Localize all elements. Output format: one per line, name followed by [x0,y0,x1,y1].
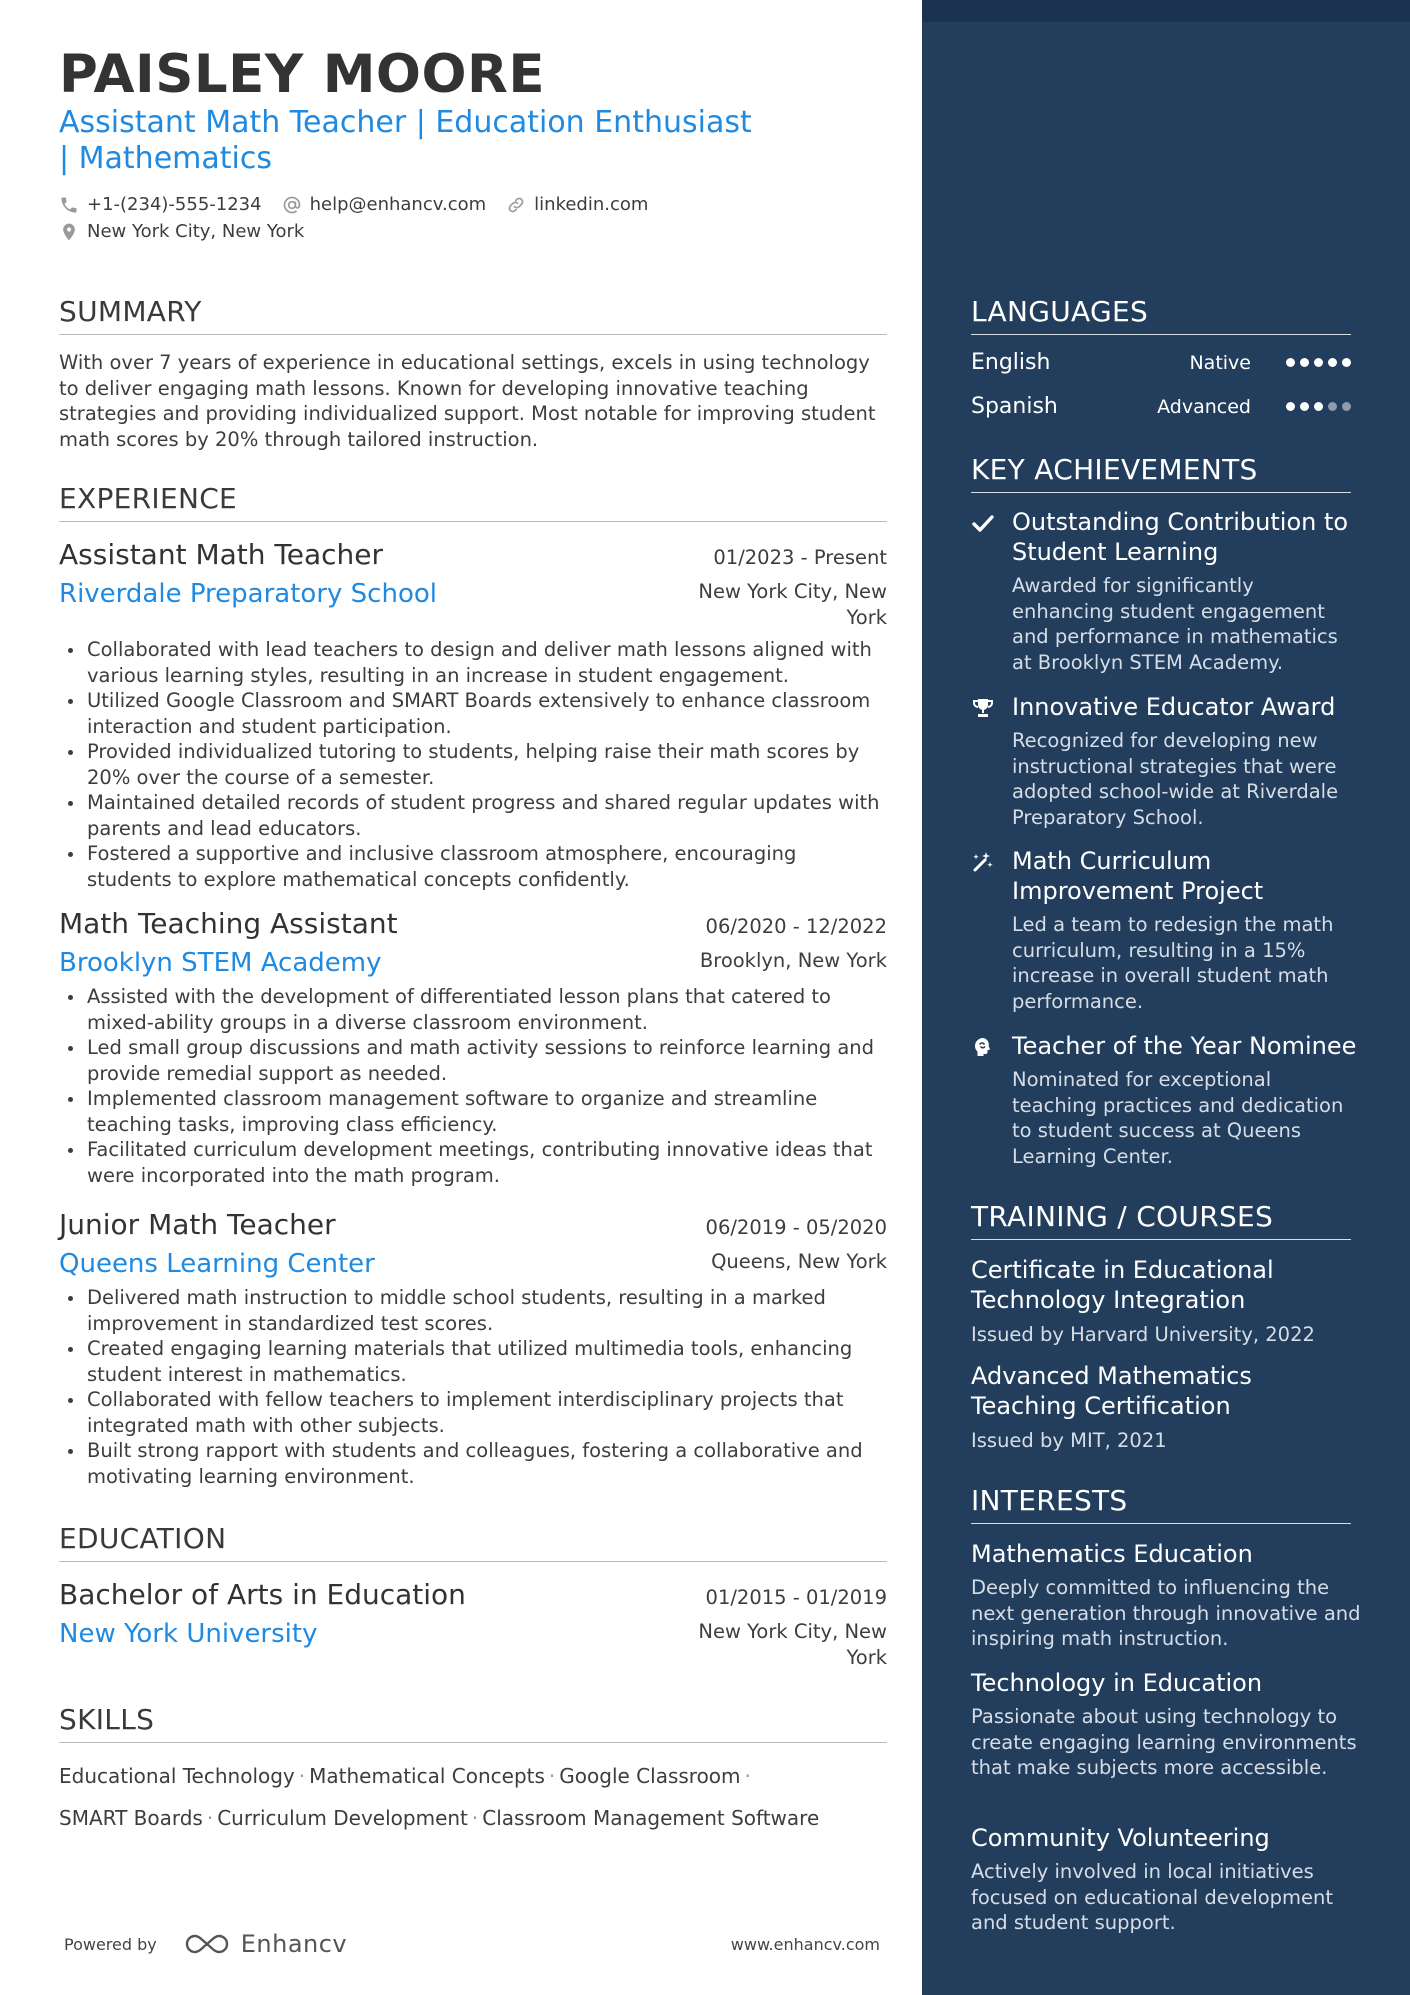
interest-title: Technology in Education [971,1669,1263,1697]
training-item [971,1361,1361,1452]
rating-dot-filled [1286,358,1295,367]
training-desc: Issued by Harvard University, 2022 [971,1323,1315,1346]
experience-heading: EXPERIENCE [59,482,887,522]
language-rating [1281,358,1351,367]
job-title: Junior Math Teacher [59,1208,336,1241]
skill-item: Google Classroom [559,1764,741,1788]
interest-item [971,1823,1361,1936]
bullet-item: Utilized Google Classroom and SMART Boards extensively to enhance classroom interaction and student participation. [59,688,887,739]
phone-contact[interactable] [59,194,262,215]
location-contact [59,221,304,242]
skill-separator: · [744,1764,751,1788]
bullet-item: Facilitated curriculum development meetings, contributing innovative ideas that were incorporated into the math program. [59,1137,887,1188]
bullet-item: Collaborated with fellow teachers to implement interdisciplinary projects that integrated math with other subjects. [59,1387,887,1438]
bullet-item: Provided individualized tutoring to students, helping raise their math scores by 20% over the course of a semester. [59,739,887,790]
link-icon [506,195,526,215]
job-date: 06/2019 - 05/2020 [705,1216,887,1239]
bullet-item: Created engaging learning materials that utilized multimedia tools, enhancing student interest in mathematics. [59,1336,887,1387]
achievement-title: Teacher of the Year Nominee [1012,1032,1357,1060]
job-location: Queens, New York [711,1250,887,1273]
achievement-item [971,692,1361,830]
job-bullets [59,984,887,1188]
training-item [971,1255,1361,1346]
rating-dot-filled [1300,358,1309,367]
brand-name: Enhancv [240,1930,348,1958]
skill-item: Mathematical Concepts [309,1764,545,1788]
interest-title: Mathematics Education [971,1540,1253,1568]
skill-item: Curriculum Development [217,1806,468,1830]
email-text: help@enhancv.com [309,194,487,215]
interests-heading: INTERESTS [971,1484,1351,1524]
rating-dot-empty [1328,402,1337,411]
enhancv-logo-icon [183,1932,231,1956]
bullet-item: Built strong rapport with students and colleagues, fostering a collaborative and motivating learning environment. [59,1438,887,1489]
rating-dot-filled [1342,358,1351,367]
education-entry [59,1578,887,1671]
candidate-name: PAISLEY MOORE [59,44,546,105]
sidebar [922,0,1410,1995]
location-row [59,221,324,242]
language-name: Spanish [971,394,1058,419]
location-text: New York City, New York [87,221,305,242]
trophy-icon [971,696,995,720]
job-bullets [59,1285,887,1489]
training-heading: TRAINING / COURSES [971,1200,1351,1240]
language-name: English [971,350,1051,375]
rating-dot-filled [1314,358,1323,367]
bullet-item: Collaborated with lead teachers to design and deliver math lessons aligned with various learning styles, resulting in an increase in student engagement. [59,637,887,688]
skill-item: Classroom Management Software [482,1806,820,1830]
language-item [971,394,1351,419]
job-location: Brooklyn, New York [699,949,887,972]
achievement-desc: Recognized for developing new instructional strategies that were adopted school-wide at Riverdale Preparatory School. [1012,729,1339,829]
rating-dot-filled [1328,358,1337,367]
bullet-item: Fostered a supportive and inclusive classroom atmosphere, encouraging students to explore mathematical concepts confidently. [59,841,887,892]
skill-item: Educational Technology [59,1764,295,1788]
rating-dot-empty [1342,402,1351,411]
magic-wand-icon [971,850,995,874]
job-entry [59,538,887,892]
website-link[interactable]: www.enhancv.com [730,1934,880,1954]
skill-separator: · [548,1764,556,1788]
education-date: 01/2015 - 01/2019 [705,1586,887,1609]
skill-item: SMART Boards [59,1806,203,1830]
summary-heading: SUMMARY [59,295,887,335]
job-title: Assistant Math Teacher [59,538,384,571]
achievement-desc: Awarded for significantly enhancing student engagement and performance in mathematics at Brooklyn STEM Academy. [1012,574,1338,674]
powered-by[interactable] [64,1930,347,1958]
summary-text: With over 7 years of experience in educational settings, excels in using technology to deliver engaging math lessons. Known for developing innovative teaching strategies and providing individualized support. Most notable for improving student math scores by 20% through tailored instruction. [59,351,876,451]
interest-desc: Deeply committed to influencing the next generation through innovative and inspiring math instruction. [971,1576,1361,1650]
interest-desc: Passionate about using technology to create engaging learning environments that make subjects more accessible. [971,1705,1357,1779]
skills-heading: SKILLS [59,1703,887,1743]
achievement-title: Innovative Educator Award [1012,693,1336,721]
linkedin-text: linkedin.com [534,194,649,215]
education-location: New York City, New York [698,1620,887,1669]
skill-separator: · [471,1806,479,1830]
school-name[interactable]: New York University [59,1619,318,1649]
skill-separator: · [206,1806,214,1830]
training-desc: Issued by MIT, 2021 [971,1429,1167,1452]
powered-by-label: Powered by [64,1934,157,1954]
job-entry [59,907,887,1188]
phone-text: +1-(234)-555-1234 [87,194,262,215]
achievement-item [971,846,1361,1014]
job-entry [59,1208,887,1489]
company-name[interactable]: Riverdale Preparatory School [59,579,437,609]
achievement-item [971,1031,1361,1169]
language-item [971,350,1351,375]
interest-title: Community Volunteering [971,1824,1270,1852]
sidebar-top-bar [922,0,1410,22]
contact-row [59,194,668,215]
language-rating [1281,402,1351,411]
rating-dot-filled [1300,402,1309,411]
job-location: New York City, New York [698,580,887,629]
training-title: Certificate in Educational Technology Integration [971,1256,1274,1314]
interest-item [971,1668,1361,1781]
achievement-item [971,507,1361,675]
interest-item [971,1539,1361,1652]
email-contact[interactable] [282,194,487,215]
language-level: Native [1189,351,1251,374]
job-date: 06/2020 - 12/2022 [705,915,887,938]
achievement-desc: Nominated for exceptional teaching practices and dedication to student success at Queens Learning Center. [1012,1068,1344,1168]
bullet-item: Assisted with the development of differentiated lesson plans that catered to mixed-ability groups in a diverse classroom environment. [59,984,887,1035]
job-date: 01/2023 - Present [713,546,887,569]
achievement-title: Math Curriculum Improvement Project [1012,847,1264,905]
bullet-item: Implemented classroom management software to organize and streamline teaching tasks, improving class efficiency. [59,1086,887,1137]
footer [64,1930,880,1958]
headline: Assistant Math Teacher | Education Enthusiast | Mathematics [59,105,752,176]
company-name[interactable]: Brooklyn STEM Academy [59,948,382,978]
skills-list [59,1755,889,1839]
interest-desc: Actively involved in local initiatives focused on educational development and student support. [971,1860,1334,1934]
linkedin-contact[interactable] [506,194,648,215]
job-title: Math Teaching Assistant [59,907,398,940]
rating-dot-filled [1286,402,1295,411]
job-bullets [59,637,887,892]
skill-separator: · [298,1764,306,1788]
achievement-desc: Led a team to redesign the math curriculum, resulting in a 15% increase in overall student math performance. [1012,913,1334,1013]
checkmark-icon [971,511,995,535]
training-title: Advanced Mathematics Teaching Certification [971,1362,1252,1420]
education-heading: EDUCATION [59,1522,887,1562]
company-name[interactable]: Queens Learning Center [59,1249,375,1279]
bullet-item: Delivered math instruction to middle school students, resulting in a marked improvement in standardized test scores. [59,1285,887,1336]
achievement-title: Outstanding Contribution to Student Learning [1012,508,1349,566]
bullet-item: Led small group discussions and math activity sessions to reinforce learning and provide remedial support as needed. [59,1035,887,1086]
brain-icon [971,1035,995,1059]
rating-dot-filled [1314,402,1323,411]
achievements-heading: KEY ACHIEVEMENTS [971,453,1351,493]
language-level: Advanced [1157,395,1251,418]
location-pin-icon [59,222,79,242]
at-sign-icon [282,195,302,215]
languages-heading: LANGUAGES [971,295,1351,335]
phone-icon [59,195,79,215]
degree-title: Bachelor of Arts in Education [59,1578,466,1611]
bullet-item: Maintained detailed records of student progress and shared regular updates with parents and lead educators. [59,790,887,841]
